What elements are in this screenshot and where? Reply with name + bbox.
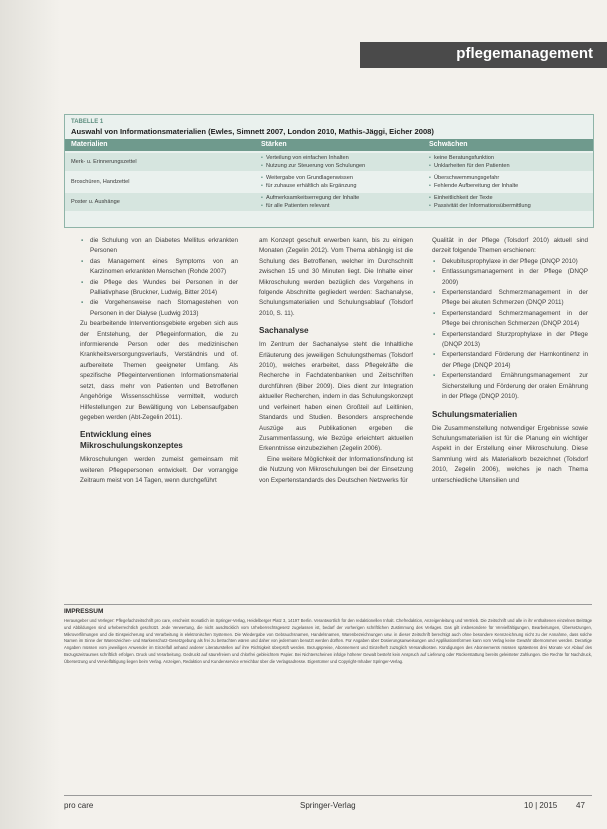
- list-item: ▪ Expertenstandard Sturzprophylaxe in der Pflege (DNQP 2013): [442, 330, 588, 351]
- strength-item: ▪ für alle Patienten relevant: [261, 202, 359, 210]
- paragraph: Im Zentrum der Sachanalyse steht die Inhaltliche Erläuterung des jeweiligen Schulungsthemas (Tolsdorf 2010), welches erarbeitet, dass Pflegekräfte die Recherche in Fachdatenbanken und Zeitschriften durchführen (Biber 2009). Dies dient zur Integration aktueller Recherchen, indem in das Schulungskonzept und verfeinert haben einen Großteil auf Leitlinien, Standards und Studien. Besonders ansprechende Auszüge aus Publikationen ergeben die Zusammenfassung, wie Bezüge erleichtert aktuellen Erkenntnisse einzubeziehen (Zegelin 2006).: [259, 341, 413, 453]
- list-item: ▪ die Schulung von an Diabetes Mellitus erkrankten Personen: [90, 236, 238, 257]
- page-edge-shadow: [0, 0, 60, 829]
- subheading: Sachanalyse: [259, 326, 309, 336]
- row-category: Broschüren, Handzettel: [71, 179, 130, 185]
- footer-issue: 10 | 2015: [524, 801, 558, 810]
- strength-item: ▪ Nutzung zur Steuerung von Schulungen: [261, 162, 365, 170]
- table-row: [65, 173, 593, 191]
- list-item: ▪ Expertenstandard Schmerzmanagement in der Pflege bei chronischen Schmerzen (DNQP 2014): [442, 309, 588, 330]
- impressum-text: Herausgeber und Verleger: Pflegefachzeitschrift pro care, erscheint monatlich im Springer-Verlag, Heidelberger Platz 3, 14197 Berlin. Verantwortlich für den redaktionellen Inhalt. Chefredaktion, Anzeigenleitung und Vertrieb. Die Zeitschrift und alle in ihr enthaltenen einzelnen Beiträge und Abbildungen sind urheberrechtlich geschützt. Jede Verwertung, die nicht ausdrücklich vom Urheberrechtsgesetz zugelassen ist, bedarf der vorherigen schriftlichen Zustimmung des Verlages. Das gilt insbesondere für Vervielfältigungen, Bearbeitungen, Übersetzungen, Mikroverfilmungen und die Einspeicherung und Verarbeitung in elektronischen Systemen. Die Wiedergabe von Gebrauchsnamen, Handelsnamen, Warenbezeichnungen usw. in dieser Zeitschrift berechtigt auch ohne besondere Kennzeichnung nicht zu der Annahme, dass solche Namen im Sinne der Warenzeichen- und Markenschutz-Gesetzgebung als frei zu betrachten wären und daher von jedermann benutzt werden dürften. Für Angaben über Dosierungsanweisungen und Applikationsformen kann vom Verlag keine Gewähr übernommen werden. Derartige Angaben müssen vom jeweiligen Anwender im Einzelfall anhand anderer Literaturstellen auf ihre Richtigkeit überprüft werden. Bezugspreise, Abonnement und Einzelheft zuzüglich Versandkosten. Kündigungen des Abonnements müssen spätestens drei Monate vor Ablauf des Bezugszeitraumes schriftlich erfolgen. Druck und Verarbeitung. Gedruckt auf säurefreiem und chlorfrei gebleichtem Papier. Bei Nichterscheinen infolge höherer Gewalt besteht kein Anspruch auf Lieferung oder Rückerstattung bereits geleisteter Zahlungen. Die Rechte für Nachdruck, Übersetzung und Vervielfältigung liegen beim Verlag. Anzeigen, Redaktion und Kundenservice erreichbar über die Verlagsadresse. Eigentümer und Copyright-Inhaber Springer-Verlag.: [64, 618, 592, 664]
- subheading: Entwicklung eines Mikroschulungskonzeptes: [80, 430, 183, 451]
- weakness-item: ▪ Unklarheiten für den Patienten: [429, 162, 510, 170]
- list-item: ▪ Entlassungsmanagement in der Pflege (DNQP 2009): [442, 267, 588, 288]
- strength-item: ▪ Aufmerksamkeitserregung der Inhalte: [261, 194, 359, 202]
- paragraph: Qualität in der Pflege (Tolsdorf 2010) aktuell sind derzeit folgende Themen erschienen:: [432, 237, 588, 255]
- section-title: pflegemanagement: [456, 45, 593, 62]
- bullet-list: [80, 236, 238, 319]
- text-column-1: [80, 236, 238, 487]
- text-column-2: [259, 236, 413, 486]
- strength-item: ▪ für zuhause erhältlich als Ergänzung: [261, 182, 356, 190]
- column-header-strengths: Stärken: [261, 141, 287, 148]
- impressum-title: IMPRESSUM: [64, 608, 104, 615]
- footer-journal: pro care: [64, 801, 94, 810]
- weakness-item: ▪ Passivität der Informationsübermittlung: [429, 202, 531, 210]
- column-header-materials: Materialien: [71, 141, 108, 148]
- table-header-row: [65, 139, 593, 151]
- weakness-item: ▪ Überschwemmungsgefahr: [429, 174, 518, 182]
- strength-item: ▪ Weitergabe von Grundlagenwissen: [261, 174, 356, 182]
- row-category: Merk- u. Erinnerungszettel: [71, 159, 137, 165]
- column-header-weaknesses: Schwächen: [429, 141, 468, 148]
- weakness-item: ▪ keine Beratungsfunktion: [429, 154, 510, 162]
- list-item: ▪ die Vorgehensweise nach Stomagestehen von Personen in der Dialyse (Ludwig 2013): [90, 298, 238, 319]
- list-item: ▪ Expertenstandard Ernährungsmanagement zur Sicherstellung und Förderung der oralen Ernährung in der Pflege (DNQP 2010).: [442, 371, 588, 402]
- paragraph: am Konzept geschult erwerben kann, bis zu einigen Monaten (Zegelin 2012). Vom Thema abhängig ist die Schulung des Betroffenen, welcher im Durchschnitt zwischen 15 und 30 Minuten liegt. Die Inhalte einer Mikroschulung werden bezüglich des Vorgehens in folgende Abschnitte gegliedert werden: Sachanalyse, Schulungsmaterialien und Schulungsablauf (Tolsdorf 2010, S. 11).: [259, 237, 413, 317]
- paragraph: Mikroschulungen werden zumeist gemeinsam mit weiteren Pflegepersonen entwickelt. Der vorrangige Zeitraum meist von 14 Tagen, wenn durchgeführt: [80, 456, 238, 485]
- row-category: Poster u. Aushänge: [71, 199, 120, 205]
- section-header-band: [360, 42, 607, 68]
- list-item: ▪ die Pflege des Wundes bei Personen in der Palliativphase (Bruckner, Ludwig, Bitter 2014): [90, 278, 238, 299]
- table-row: [65, 153, 593, 171]
- footer-publisher: Springer-Verlag: [300, 801, 356, 810]
- info-table: [64, 114, 594, 228]
- subheading: Schulungsmaterialien: [432, 409, 518, 419]
- list-item: ▪ Expertenstandard Schmerzmanagement in der Pflege bei akuten Schmerzen (DNQP 2011): [442, 288, 588, 309]
- table-caption: Auswahl von Informationsmaterialien (Ewles, Simnett 2007, London 2010, Mathis-Jäggi, Eicher 2008): [71, 127, 434, 136]
- weakness-item: ▪ Einheitlichkeit der Texte: [429, 194, 531, 202]
- list-item: ▪ Expertenstandard Förderung der Harnkontinenz in der Pflege (DNQP 2014): [442, 350, 588, 371]
- page-number: 47: [576, 801, 585, 810]
- table-tag: TABELLE 1: [71, 119, 104, 125]
- divider: [64, 604, 592, 605]
- list-item: ▪ Dekubitusprophylaxe in der Pflege (DNQP 2010): [442, 257, 588, 267]
- paragraph: Die Zusammenstellung notwendiger Ergebnisse sowie Schulungsmaterialien ist für die Planung ein wichtiger Aspekt in der Erstellung einer Mikroschulung. Diese Sammlung wird als Materialkorb bezeichnet (Tolsdorf 2010, Zegelin 2006), welches je nach Thema unterschiedliche Utensilien und: [432, 424, 588, 484]
- strength-item: ▪ Verteilung von einfachen Inhalten: [261, 154, 365, 162]
- text-column-3: [432, 236, 588, 486]
- paragraph: Zu bearbeitende Interventionsgebiete ergeben sich aus der Entstehung, der Pflegeinformation, die zu informierende Person oder des medizinischen Krankheitsversorgungsverlaufs, Verständnis und of. aufbereitete Themen geeigneter Umfang. Als spezifische Pflegeinterventionen Informationsmaterial setzt, dass mehr von Patienten und Betroffenen Angehörige Wissensschlüsse vermittelt, wodurch Hilfestellungen zur Bewältigung von Lebensaufgaben gegeben werden (Abt-Zegelin 2011).: [80, 320, 238, 421]
- divider: [64, 795, 592, 796]
- weakness-item: ▪ Fehlende Aufbereitung der Inhalte: [429, 182, 518, 190]
- bullet-list: [432, 257, 588, 403]
- table-row: [65, 193, 593, 211]
- paragraph: Eine weitere Möglichkeit der Informationsfindung ist die Nutzung von Mikroschulungen bei der Einsetzung von Expertenstandards des Deutschen Netzwerks für: [259, 455, 413, 484]
- list-item: ▪ das Management eines Symptoms von an Karzinomen erkrankten Menschen (Rohde 2007): [90, 257, 238, 278]
